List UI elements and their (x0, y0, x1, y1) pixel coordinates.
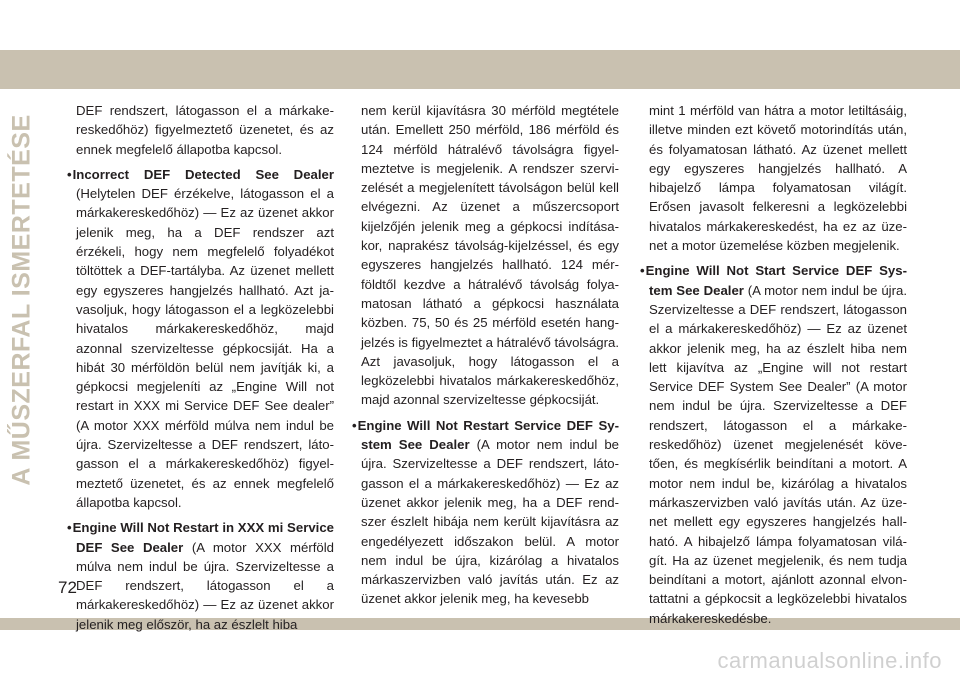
header-band (0, 50, 960, 89)
message-description: (A motor XXX mérföld múlva nem indul be újra. Szervizeltesse a DEF rendszert, látogasson el a márkakereskedőhöz) — Ez az üzenet akkor jelenik meg először, ha az észlelt hiba (76, 539, 334, 632)
bullet-icon: • (67, 166, 72, 182)
message-title: Engine Will Not Start Service DEF System See Dealer (645, 263, 907, 298)
bullet-icon: • (640, 263, 645, 279)
watermark: carmanualsonline.info (717, 648, 942, 673)
message-description: (A motor nem indul be újra. Szervizeltesse a DEF rendszert, látogasson el a márkakereskedőhöz) — Ez az üzenet akkor jelenik meg, ha az észlelt hiba nem lett kijavítva az „Engine will not restart Service DEF System See Dealer” (A motor nem indul be újra. Szervizeltesse a DEF rendszert, látogasson el a márkakereskedőhöz) üzenet megjelenését követően, és megkísérlik beindítani a motort. A motor nem indul be, kizárólag a hivatalos márkaszervizben való javítás után. Az üzenet mellett egy egyszeres hangjelzés hallható. A hibajelző lámpa folyamatosan világít. Ha az üzenet megjelenik, és nem tudja beindítani a motort, ajánlott azonnal elvontattatni a gépkocsit a legközelebbi hivatalos márkakereskedésbe. (649, 282, 907, 626)
bullet-item (640, 261, 907, 628)
paragraph: mint 1 mérföld van hátra a motor letiltásáig, illetve minden ezt követő motorindítás után, és folyamatosan látható. Az üzenet mellett egy egyszeres hangjelzés hallható. A hibajelző lámpa folyamatosan világít. Erősen javasolt felkeresni a legközelebbi hivatalos márkakereskedést, ha ez az üzenet a motor üzemelése közben megjelenik. (649, 103, 907, 254)
message-title: Incorrect DEF Detected See Dealer (72, 166, 334, 182)
bullet-item (352, 416, 619, 609)
text-column-2 (352, 101, 620, 615)
paragraph: nem kerül kijavításra 30 mérföld megtétele után. Emellett 250 mérföld, 186 mérföld és 124 mérföld hátralévő távolságra figyelmeztetve is megjelenik. A rendszer szervizelését a megjelenített távolságon belül kell elvégezni. Az üzenet a műszercsoport kijelzőjén jelenik meg a gépkocsi indításakor, naprakész távolság-kijelzéssel, és egy egyszeres hangjelzés hallható. 124 mérföldtől kezdve a hátralévő távolság folyamatosan látható a gépkocsi használata közben. 75, 50 és 25 mérföld esetén hangjelzés is figyelmeztet a hátralévő távolságra. Azt javasoljuk, hogy látogasson el a legközelebbi hivatalos márkakereskedőhöz, majd azonnal szervizeltesse gépkocsiját. (361, 103, 620, 408)
message-title: Engine Will Not Restart in XXX mi Service DEF See Dealer (72, 520, 334, 555)
bullet-item (67, 165, 334, 512)
page-number: 72 (58, 578, 77, 597)
bullet-icon: • (67, 520, 72, 536)
side-title-text: A MŰSZERFAL ISMERTETÉSE (7, 114, 36, 486)
text-column-3 (640, 101, 907, 634)
bullet-icon: • (352, 417, 357, 433)
paragraph: DEF rendszert, látogasson el a márkakereskedőhöz) figyelmeztető üzenetet, és az ennek megfelelő állapotba kapcsol. (76, 103, 334, 157)
message-description: (Helytelen DEF érzékelve, látogasson el a márkakereskedőhöz) — Ez az üzenet akkor jelenik meg, ha a DEF rendszer azt érzékeli, hogy nem megfelelő folyadékot töltöttek a DEF-tartályba. Az üzenet mellett egy egyszeres hangjelzés hallható. Azt javasoljuk, hogy látogasson el a legközelebbi hivatalos márkakereskedőhöz, majd azonnal szervizeltesse gépkocsiját. Ha a hibát 30 mérföldön belül nem javítják ki, a gépkocsi megjeleníti az „Engine Will not restart in XXX mi Service DEF See dealer” (A motor XXX mérföld múlva nem indul be újra. Szervizeltesse a DEF rendszert, látogasson el a márkakereskedőhöz) figyelmeztető üzenetet, és az ennek megfelelő állapotba kapcsol. (76, 186, 334, 510)
message-title: Engine Will Not Restart Service DEF System See Dealer (357, 417, 619, 453)
message-description: (A motor nem indul be újra. Szervizeltesse a DEF rendszert, látogasson el a márkakereskedőhöz) — Ez az üzenet akkor jelenik meg, ha a DEF rendszer észlelt hibája nem került kijavításra az engedélyezett időszakon belül. A motor nem indul be újra, kizárólag a hivatalos márkaszervizben való javítás után. Ez az üzenet akkor jelenik meg, ha kevesebb (361, 437, 619, 607)
